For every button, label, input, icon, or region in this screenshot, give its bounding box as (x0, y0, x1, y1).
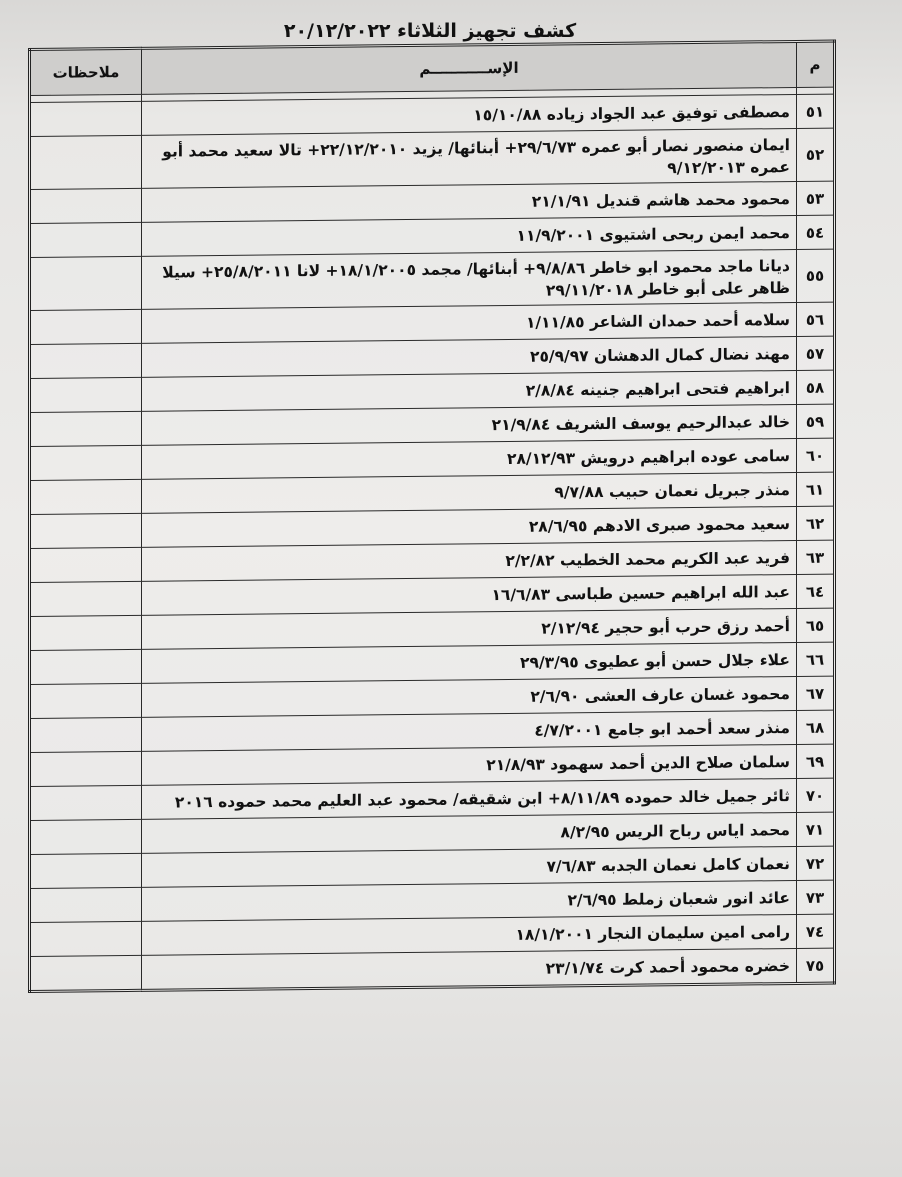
row-number: ٧٤ (797, 914, 835, 948)
row-notes (30, 649, 142, 684)
page-title: كشف تجهيز الثلاثاء ٢٠/١٢/٢٠٢٢ (283, 20, 577, 42)
table-row (30, 249, 835, 310)
row-name: سامى عوده ابراهيم درويش ٢٨/١٢/٩٣ (142, 438, 797, 479)
row-notes (30, 921, 142, 956)
row-notes (30, 222, 142, 257)
row-number: ٥٧ (797, 336, 835, 370)
row-notes (30, 853, 142, 888)
row-name: مصطفى توفيق عبد الجواد زياده ١٥/١٠/٨٨ (142, 94, 797, 135)
row-notes (30, 615, 142, 650)
row-notes (30, 819, 142, 854)
row-name: ديانا ماجد محمود ابو خاطر ٩/٨/٨٦+ أبنائها/ مجمد ١٨/١/٢٠٠٥+ لانا ٢٥/٨/٢٠١١+ سيلا ظاهر على أبو خاطر ٢٩/١١/٢٠١٨ (142, 249, 797, 309)
row-name: ابراهيم فتحى ابراهيم جنينه ٢/٨/٨٤ (142, 370, 797, 411)
row-number: ٧٠ (797, 778, 835, 812)
row-number: ٥١ (797, 94, 835, 128)
row-number: ٦٦ (797, 642, 835, 676)
row-number: ٥٥ (797, 249, 835, 302)
row-name: محمد اياس رباح الريس ٨/٢/٩٥ (142, 812, 797, 853)
row-notes (30, 188, 142, 223)
header-number: م (797, 41, 835, 87)
row-number: ٦٥ (797, 608, 835, 642)
row-number: ٦١ (797, 472, 835, 506)
row-name: سلمان صلاح الدين أحمد سهمود ٢١/٨/٩٣ (142, 744, 797, 785)
header-name: الإســـــــــــم (142, 41, 797, 94)
roster-table (28, 40, 836, 993)
row-name: ثائر جميل خالد حموده ٨/١١/٨٩+ ابن شقيقه/ محمود عبد العليم محمد حموده ٢٠١٦ (142, 778, 797, 819)
row-name: ايمان منصور نصار أبو عمره ٢٩/٦/٧٣+ أبنائها/ يزيد ٢٢/١٢/٢٠١٠+ تالا سعيد محمد أبو عمره ٩/١٢/٢٠١٣ (142, 128, 797, 188)
row-notes (30, 135, 142, 189)
row-name: فريد عبد الكريم محمد الخطيب ٢/٢/٨٢ (142, 540, 797, 581)
row-number: ٧٢ (797, 846, 835, 880)
row-name: سلامه أحمد حمدان الشاعر ١/١١/٨٥ (142, 302, 797, 343)
row-notes (30, 411, 142, 446)
row-notes (30, 581, 142, 616)
row-notes (30, 445, 142, 480)
row-notes (30, 717, 142, 752)
row-number: ٥٢ (797, 128, 835, 181)
row-number: ٧٣ (797, 880, 835, 914)
row-number: ٥٨ (797, 370, 835, 404)
row-notes (30, 256, 142, 310)
row-name: خضره محمود أحمد كرت ٢٣/١/٧٤ (142, 948, 797, 990)
row-notes (30, 887, 142, 922)
row-notes (30, 479, 142, 514)
row-name: منذر جبريل نعمان حبيب ٩/٧/٨٨ (142, 472, 797, 513)
row-number: ٧١ (797, 812, 835, 846)
row-name: محمود غسان عارف العشى ٢/٦/٩٠ (142, 676, 797, 717)
row-name: منذر سعد أحمد ابو جامع ٤/٧/٢٠٠١ (142, 710, 797, 751)
row-name: محمود محمد هاشم قنديل ٢١/١/٩١ (142, 181, 797, 222)
roster-sheet (28, 40, 836, 1028)
row-number: ٦٨ (797, 710, 835, 744)
row-notes (30, 751, 142, 786)
row-number: ٥٣ (797, 181, 835, 215)
row-number: ٦٧ (797, 676, 835, 710)
row-notes (30, 377, 142, 412)
row-name: نعمان كامل نعمان الجدبه ٧/٦/٨٣ (142, 846, 797, 887)
row-number: ٦٠ (797, 438, 835, 472)
roster-body (30, 87, 835, 991)
row-number: ٧٥ (797, 948, 835, 983)
row-notes (30, 309, 142, 344)
row-name: عبد الله ابراهيم حسين طباسى ١٦/٦/٨٣ (142, 574, 797, 615)
row-name: محمد ايمن ربحى اشتيوى ١١/٩/٢٠٠١ (142, 215, 797, 256)
row-number: ٦٢ (797, 506, 835, 540)
row-name: مهند نضال كمال الدهشان ٢٥/٩/٩٧ (142, 336, 797, 377)
row-name: سعيد محمود صبرى الادهم ٢٨/٦/٩٥ (142, 506, 797, 547)
header-notes: ملاحظات (30, 48, 142, 95)
row-name: علاء جلال حسن أبو عطيوى ٢٩/٣/٩٥ (142, 642, 797, 683)
table-row (30, 128, 835, 189)
row-notes (30, 785, 142, 820)
row-name: خالد عبدالرحيم يوسف الشريف ٢١/٩/٨٤ (142, 404, 797, 445)
row-notes (30, 683, 142, 718)
row-number: ٥٦ (797, 302, 835, 336)
row-notes (30, 547, 142, 582)
row-notes (30, 101, 142, 136)
row-name: أحمد رزق حرب أبو حجير ٢/١٢/٩٤ (142, 608, 797, 649)
row-notes (30, 955, 142, 991)
table-row (30, 948, 835, 991)
row-notes (30, 513, 142, 548)
row-number: ٦٤ (797, 574, 835, 608)
row-notes (30, 343, 142, 378)
row-name: عائد انور شعبان زملط ٢/٦/٩٥ (142, 880, 797, 921)
row-number: ٥٩ (797, 404, 835, 438)
row-number: ٦٣ (797, 540, 835, 574)
row-number: ٥٤ (797, 215, 835, 249)
row-number: ٦٩ (797, 744, 835, 778)
row-name: رامى امين سليمان النجار ١٨/١/٢٠٠١ (142, 914, 797, 955)
